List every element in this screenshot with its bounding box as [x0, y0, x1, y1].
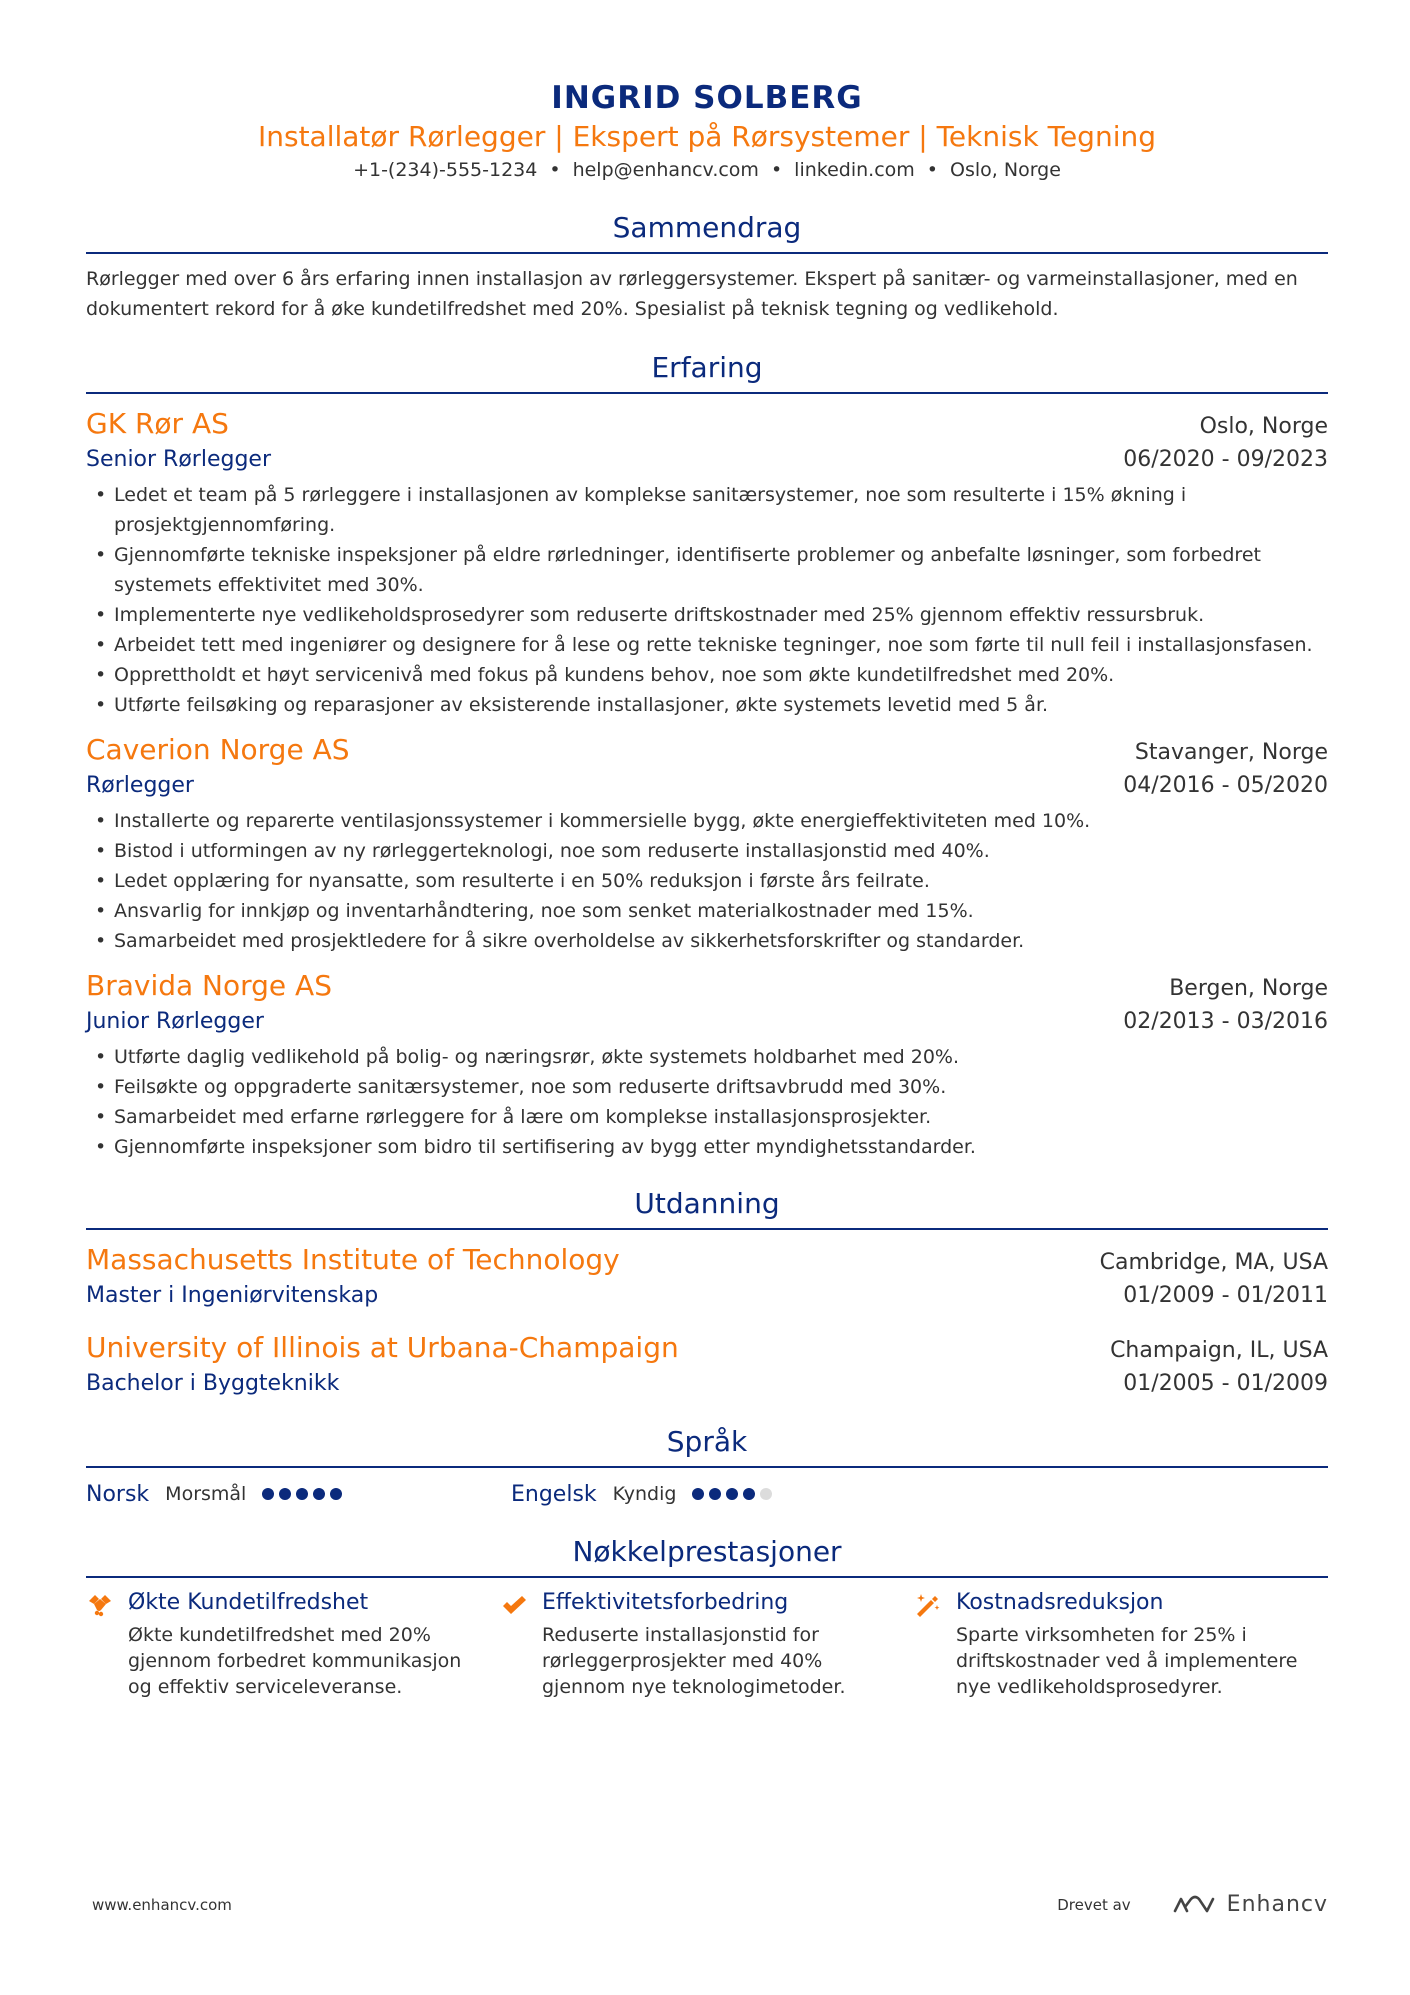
summary-text: Rørlegger med over 6 års erfaring innen installasjon av rørleggersystemer. Ekspert på sanitær- og varmeinstallasjoner, med en dokumentert rekord for å øke kundetilfredshet med 20%. Spesialist på teknisk tegning og vedlikehold.	[86, 268, 1298, 320]
language-list	[86, 1478, 1328, 1510]
contact-separator: •	[926, 159, 939, 181]
candidate-title: Installatør Rørlegger | Ekspert på Rørsystemer | Teknisk Tegning	[257, 120, 1156, 153]
language-rating	[692, 1488, 772, 1500]
checkmark-icon	[500, 1588, 542, 1700]
achievement-title: Effektivitetsforbedring	[542, 1590, 789, 1615]
language-name: Engelsk	[511, 1481, 597, 1507]
job-company: Caverion Norge AS	[86, 733, 350, 766]
rating-dot	[296, 1488, 308, 1500]
section-title-summary: Sammendrag	[612, 211, 802, 244]
resume-header	[86, 0, 1328, 184]
rating-dot	[313, 1488, 325, 1500]
job-bullet: • Arbeidet tett med ingeniører og designere for å lese og rette tekniske tegninger, noe som førte til null feil i installasjonsfasen.	[86, 630, 1328, 660]
contact-separator: •	[770, 159, 783, 181]
achievement-desc: Sparte virksomheten for 25% i driftskostnader ved å implementere nye vedlikeholdsprosedyrer.	[956, 1624, 1298, 1698]
section-divider	[86, 1576, 1328, 1578]
summary-section	[86, 208, 1328, 324]
contact-separator: •	[549, 159, 561, 181]
brand-name: Enhancv	[1226, 1892, 1328, 1917]
candidate-name: INGRID SOLBERG	[551, 80, 863, 116]
job-bullet: • Opprettholdt et høyt servicenivå med fokus på kundens behov, noe som økte kundetilfredshet med 20%.	[86, 660, 1328, 690]
rating-dot	[692, 1488, 704, 1500]
achievement-item	[914, 1588, 1328, 1700]
job-bullet: • Bistod i utformingen av ny rørleggerteknologi, noe som reduserte installasjonstid med 40%.	[86, 836, 1328, 866]
language-name: Norsk	[86, 1481, 150, 1507]
contact-phone: +1-(234)-555-1234	[353, 159, 538, 181]
job-bullet: • Utførte feilsøking og reparasjoner av eksisterende installasjoner, økte systemets levetid med 5 år.	[86, 690, 1328, 720]
contact-location: Oslo, Norge	[950, 159, 1061, 181]
education-degree: Bachelor i Byggteknikk	[86, 1371, 340, 1396]
contact-email[interactable]: help@enhancv.com	[572, 159, 759, 181]
footer-url[interactable]: www.enhancv.com	[92, 1895, 232, 1914]
achievements-section	[86, 1532, 1328, 1700]
handshake-icon	[86, 1588, 128, 1700]
rating-dot	[330, 1488, 342, 1500]
job-bullet: • Ledet et team på 5 rørleggere i installasjonen av komplekse sanitærsystemer, noe som resulterte i 15% økning i prosjektgjennomføring.	[86, 480, 1328, 540]
job-bullet: • Ansvarlig for innkjøp og inventarhåndtering, noe som senket materialkostnader med 15%.	[86, 896, 1328, 926]
job-company: Bravida Norge AS	[86, 969, 332, 1002]
experience-section	[86, 348, 1328, 1162]
section-divider	[86, 1228, 1328, 1230]
education-entry	[86, 1240, 1328, 1312]
language-level: Kyndig	[612, 1483, 677, 1505]
achievement-desc: Økte kundetilfredshet med 20% gjennom forbedret kommunikasjon og effektiv serviceleveranse.	[128, 1624, 462, 1698]
job-bullets	[86, 1042, 1328, 1162]
education-dates: 01/2005 - 01/2009	[1123, 1371, 1328, 1396]
job-role: Junior Rørlegger	[86, 1009, 264, 1034]
rating-dot	[709, 1488, 721, 1500]
job-bullets	[86, 480, 1328, 720]
achievement-desc: Reduserte installasjonstid for rørleggerprosjekter med 40% gjennom nye teknologimetoder.	[542, 1624, 846, 1698]
rating-dot	[262, 1488, 274, 1500]
achievement-title: Økte Kundetilfredshet	[128, 1590, 369, 1615]
education-dates: 01/2009 - 01/2011	[1123, 1283, 1328, 1308]
achievement-item	[86, 1588, 500, 1700]
education-section	[86, 1184, 1328, 1400]
rating-dot	[279, 1488, 291, 1500]
education-location: Cambridge, MA, USA	[1099, 1250, 1328, 1275]
job-role: Rørlegger	[86, 773, 194, 798]
education-location: Champaign, IL, USA	[1110, 1338, 1328, 1363]
job-bullet: • Gjennomførte inspeksjoner som bidro til sertifisering av bygg etter myndighetsstandarder.	[86, 1132, 1328, 1162]
education-entry	[86, 1328, 1328, 1400]
job-dates: 06/2020 - 09/2023	[1123, 447, 1328, 472]
job-role: Senior Rørlegger	[86, 447, 272, 472]
job-location: Bergen, Norge	[1169, 976, 1328, 1001]
job-entry	[86, 730, 1328, 956]
job-bullet: • Utførte daglig vedlikehold på bolig- og næringsrør, økte systemets holdbarhet med 20%.	[86, 1042, 1328, 1072]
page-footer	[92, 1892, 1328, 1917]
achievement-list	[86, 1588, 1328, 1700]
language-item	[86, 1482, 511, 1507]
job-bullets	[86, 806, 1328, 956]
job-bullet: • Gjennomførte tekniske inspeksjoner på eldre rørledninger, identifiserte problemer og anbefalte løsninger, som forbedret systemets effektivitet med 30%.	[86, 540, 1328, 600]
section-divider	[86, 1466, 1328, 1468]
job-dates: 02/2013 - 03/2016	[1123, 1009, 1328, 1034]
rating-dot	[726, 1488, 738, 1500]
contact-line	[86, 156, 1328, 184]
job-bullet: • Implementerte nye vedlikeholdsprosedyrer som reduserte driftskostnader med 25% gjennom effektiv ressursbruk.	[86, 600, 1328, 630]
rating-dot	[743, 1488, 755, 1500]
achievement-title: Kostnadsreduksjon	[956, 1590, 1164, 1615]
job-entry	[86, 404, 1328, 720]
enhancv-logo-icon	[1171, 1893, 1217, 1917]
brand-logo	[1171, 1892, 1328, 1917]
job-bullet: • Samarbeidet med prosjektledere for å sikre overholdelse av sikkerhetsforskrifter og standarder.	[86, 926, 1328, 956]
job-bullet: • Ledet opplæring for nyansatte, som resulterte i en 50% reduksjon i første års feilrate.	[86, 866, 1328, 896]
language-level: Morsmål	[165, 1483, 247, 1505]
section-title-education: Utdanning	[634, 1187, 780, 1220]
section-title-experience: Erfaring	[651, 351, 763, 384]
job-bullet: • Feilsøkte og oppgraderte sanitærsystemer, noe som reduserte driftsavbrudd med 30%.	[86, 1072, 1328, 1102]
contact-linkedin[interactable]: linkedin.com	[794, 159, 915, 181]
rating-dot	[760, 1488, 772, 1500]
section-divider	[86, 252, 1328, 254]
achievement-item	[500, 1588, 914, 1700]
language-rating	[262, 1488, 342, 1500]
job-location: Oslo, Norge	[1199, 414, 1328, 439]
job-bullet: • Samarbeidet med erfarne rørleggere for å lære om komplekse installasjonsprosjekter.	[86, 1102, 1328, 1132]
job-entry	[86, 966, 1328, 1162]
powered-by-label: Drevet av	[1057, 1895, 1131, 1914]
footer-branding	[1057, 1892, 1328, 1917]
job-dates: 04/2016 - 05/2020	[1123, 773, 1328, 798]
education-school: Massachusetts Institute of Technology	[86, 1243, 620, 1276]
languages-section	[86, 1422, 1328, 1510]
job-location: Stavanger, Norge	[1134, 740, 1328, 765]
section-title-achievements: Nøkkelprestasjoner	[572, 1535, 842, 1568]
section-title-languages: Språk	[666, 1425, 748, 1458]
resume-page	[86, 0, 1328, 1995]
education-degree: Master i Ingeniørvitenskap	[86, 1283, 379, 1308]
magic-wand-icon	[914, 1588, 956, 1700]
job-company: GK Rør AS	[86, 407, 229, 440]
job-bullet: • Installerte og reparerte ventilasjonssystemer i kommersielle bygg, økte energieffektiviteten med 10%.	[86, 806, 1328, 836]
education-school: University of Illinois at Urbana-Champaign	[86, 1331, 679, 1364]
language-item	[511, 1482, 936, 1507]
section-divider	[86, 392, 1328, 394]
